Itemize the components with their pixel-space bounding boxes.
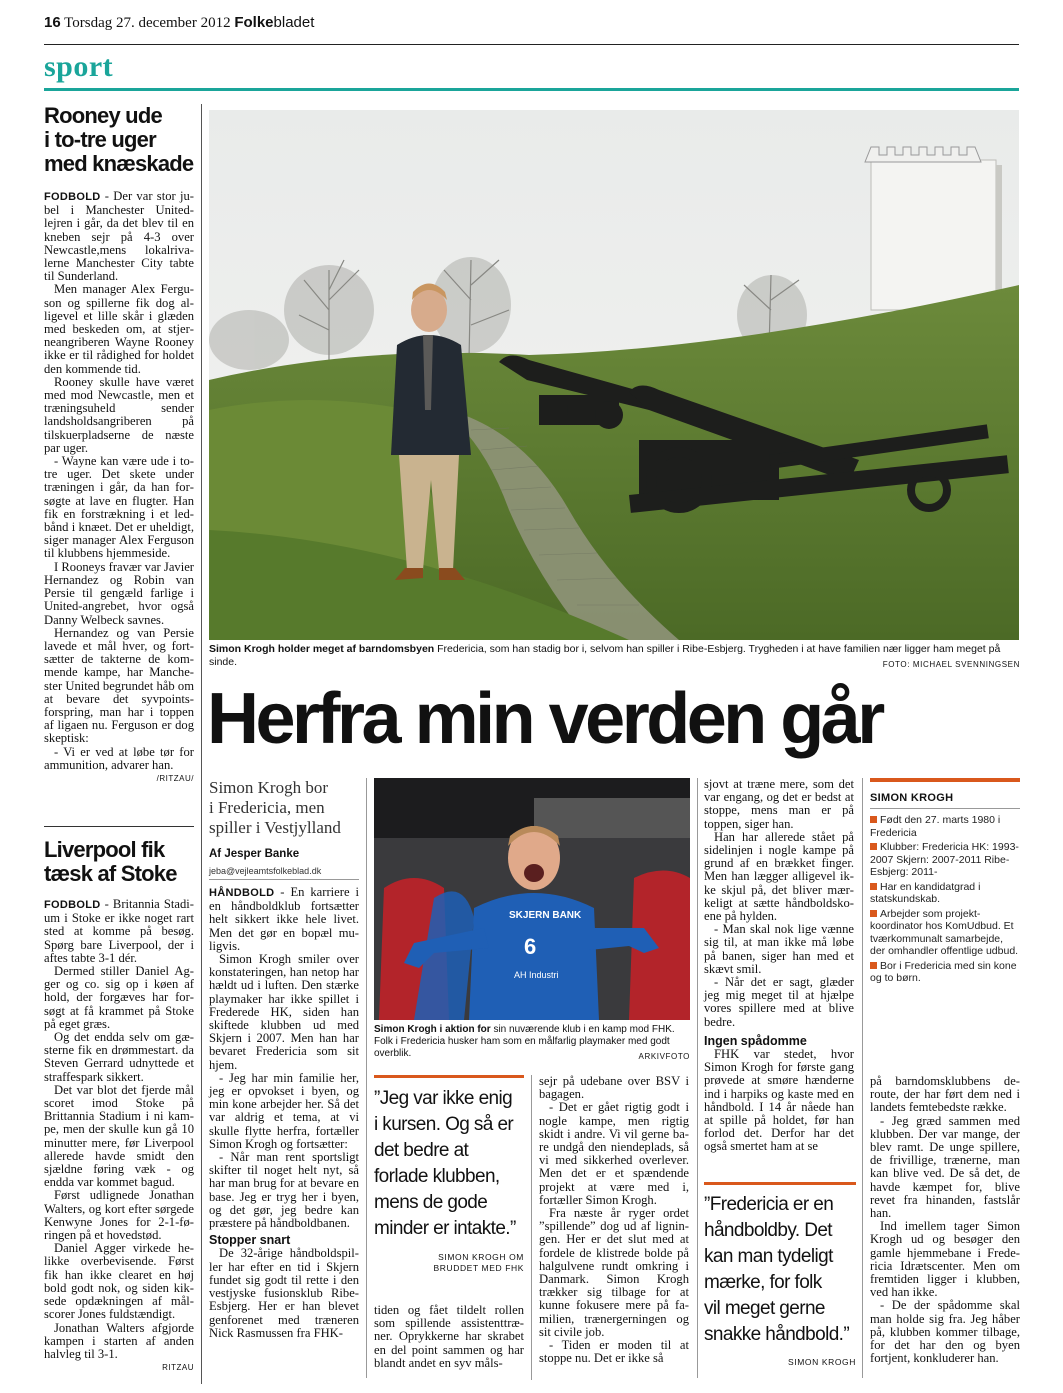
column-divider xyxy=(366,778,367,1378)
quote-line: håndboldby. Det xyxy=(704,1220,832,1241)
paragraph: - Vi er ved at løbe tør for ammunition, advarer han. xyxy=(44,744,194,772)
quote-line: kan man tydeligt xyxy=(704,1246,833,1267)
paragraph: Fra næste år ryger ordet ”spillende” dog ud af ligningen. Her er det slut med at fordele de klistrede bolde på halgulvene rundt omkring i Danmark. Simon Krogh trækker sig tilbage for at kunne fokusere mere på familien, trænergerningen og sit civile job. xyxy=(539,1206,689,1339)
caption-lead: Simon Krogh i aktion for xyxy=(374,1024,491,1035)
quote-line: ”Jeg var ikke enig xyxy=(374,1088,513,1109)
bullet-square-icon xyxy=(870,910,877,917)
paragraph: Rooney skulle have været med mod Newcastle, men et træningsuheld sender landsholdsangriberen på tilskuerpladserne de næste par uger. xyxy=(44,374,194,455)
paragraph: Og det endda selv om gæsterne fik en drømmestart. da Steven Gerrard udnyttede et straffespark sikkert. xyxy=(44,1030,194,1084)
fact-item xyxy=(870,908,1020,958)
quote-rule xyxy=(374,1075,524,1078)
fact-item xyxy=(870,960,1020,985)
byline-rule xyxy=(209,879,359,880)
page-number: 16 xyxy=(44,14,61,31)
paragraph: Han har allerede stået på sidelinjen i nogle kampe på grund af en brækket finger. Men han lægger alligevel ikke skjul på, det bliver mærkeligt at sætte håndboldskoene på hylden. xyxy=(704,829,854,924)
bullet-square-icon xyxy=(870,816,877,823)
jersey-sponsor: SKJERN BANK xyxy=(509,910,582,921)
liverpool-body xyxy=(44,898,194,1374)
byline: Af Jesper Banke xyxy=(209,848,300,860)
main-photo xyxy=(209,110,1019,640)
headline-line: tæsk af Stoke xyxy=(44,861,177,886)
quote-line: minder er intakte.” xyxy=(374,1218,516,1239)
section-title: sport xyxy=(44,50,114,83)
byline-email: jeba@vejleamtsfolkeblad.dk xyxy=(209,866,322,876)
factbox-title-rule xyxy=(870,808,1020,809)
paragraph: på barndomsklubbens deroute, der har ført dem ned i landets femtebedste række. xyxy=(870,1074,1020,1115)
subhead: Stopper snart xyxy=(209,1233,291,1248)
issue-date: Torsdag 27. december 2012 xyxy=(64,15,231,31)
quote-line: ”Fredericia er en xyxy=(704,1194,834,1215)
fortress-cannon-photo xyxy=(209,110,1019,640)
kicker: HÅNDBOLD xyxy=(209,887,275,899)
factbox-rule xyxy=(870,778,1020,782)
paragraph: Jonathan Walters afgjorde kampen i starten af anden halvleg til 3-1. xyxy=(44,1320,194,1361)
lead-text: - En karriere i en håndboldklub fortsætter helt sikkert ikke hele livet. Men det gør en bopæl muligvis. xyxy=(209,885,359,953)
kicker: FODBOLD xyxy=(44,191,101,203)
paragraph: Ind imellem tager Simon Krogh ud og besøger den gamle hjemmebane i Fredericia Idrætscenter. Men om fremtiden ligger i klubben, ved han ikke. xyxy=(870,1219,1020,1300)
paragraph: Dermed stiller Daniel Agger og co. sig op i køen af hold, der forgæves har forsøgt at få krammet på Stoke på eget græs. xyxy=(44,964,194,1031)
quote-line: forlade klubben, xyxy=(374,1166,500,1187)
paragraph: - Wayne kan være ude i to-tre uger. Det skete under træningen i går, da han forsøgte at lave en flugter. Han fik en forstrækning i et ledbånd i knæet. Det er uheldigt, siger manager Alex Ferguson til klubbens hjemmeside. xyxy=(44,454,194,561)
quote-source-line: BRUDDET MED FHK xyxy=(433,1263,524,1273)
paragraph: Det var blot det fjerde mål scoret imod Stoke på Brittannia Stadium i ni kampe, men der skulle kun gå 10 minutter mere, før Liverpool allerede havde smidt den sjældne føring væk - og endda var kommet bagud. xyxy=(44,1082,194,1190)
section-rule xyxy=(44,88,1019,91)
story-divider xyxy=(44,826,194,827)
paragraph: - Jeg græd sammen med klubben. Der var mange, der blev ramt. De unge spillere, de frivillige, trænerne, man kan blive ved. De så det, de havde kæmpet for, blive revet fra hinanden, fastslår han. xyxy=(870,1113,1020,1221)
caption-lead: Simon Krogh holder meget af barndomsbyen xyxy=(209,643,435,655)
liverpool-story xyxy=(44,838,194,1374)
jersey-sub: AH Industri xyxy=(514,970,559,980)
quote-line: det bedre at xyxy=(374,1140,469,1161)
factbox-title: SIMON KROGH xyxy=(870,792,954,804)
column-divider xyxy=(697,778,698,1378)
fact-text: Arbejder som projektkoordinator hos KomUdbud. Et tværkommunalt samarbejde, der omhandler offentlige udbud. xyxy=(870,907,1019,957)
deck-line: Simon Krogh bor xyxy=(209,778,328,797)
paragraph: - Man skal nok lige vænne sig til, at man ikke må løbe på banen, siger han med et skævt smil. xyxy=(704,922,854,976)
main-col-4 xyxy=(704,778,854,1154)
paragraph: I Rooneys fravær var Javier Hernandez og Robin van Persie til gengæld farlige i United-angrebet, hvor også Danny Welbeck savnes. xyxy=(44,559,194,627)
paragraph: Hernandez og van Persie lavede et mål hver, og fortsætter de takterne de kommende kampe, har Manchester United begrundet håb om at bevare det syvpointsforspring, man har i toppen af ligaen nu. Ferguson er dog skeptisk: xyxy=(44,625,194,746)
quote-source-line: SIMON KROGH OM xyxy=(438,1252,524,1262)
quote-line: snakke håndbold.” xyxy=(704,1324,850,1345)
column-divider xyxy=(531,1075,532,1380)
quote-source xyxy=(374,1252,524,1274)
photo-credit: FOTO: MICHAEL SVENNINGSEN xyxy=(882,660,1020,669)
kicker: FODBOLD xyxy=(44,899,101,911)
caption-text: Fredericia, som han stadig bor i, selvom han spiller i Ribe-Esbjerg. Trygheden i at have familien nær ligger ham meget på sinde. xyxy=(209,643,1001,668)
quote-line: vil meget gerne xyxy=(704,1298,825,1319)
header-rule xyxy=(44,44,1019,45)
quote-line: mens de gode xyxy=(374,1192,488,1213)
column-divider xyxy=(201,104,202,1384)
water-tower xyxy=(865,147,999,315)
column-divider xyxy=(862,778,863,1378)
fact-text: Klubber: Fredericia HK: 1993-2007 Skjern: 2007-2011 Ribe-Esbjerg: 2011- xyxy=(870,841,1019,878)
masthead-rest: bladet xyxy=(273,14,315,31)
paragraph: FHK var stedet, hvor Simon Krogh for første gang prøvede at smøre hænderne ind i harpiks og kaste med en håndbold. I 14 år nåede han at spille på holdet, før han forlod det. Derfor har det også smertet ham at se xyxy=(704,1047,854,1154)
quote-source: SIMON KROGH xyxy=(788,1357,856,1367)
main-col-3 xyxy=(539,1075,689,1365)
fact-item xyxy=(870,841,1020,879)
bullet-square-icon xyxy=(870,843,877,850)
headline-line: med knæskade xyxy=(44,151,194,176)
deck-line: i Fredericia, men xyxy=(209,798,325,817)
fact-item xyxy=(870,814,1020,839)
paragraph: De 32-årige håndboldspiller har efter en tid i Skjern fundet sig godt til rette i den vestjyske fusionsklub Ribe-Esbjerg. Her er han blevet genforenet med træneren Nick Rasmussen fra FHK- xyxy=(209,1246,359,1340)
paragraph: - De der spådomme skal man holde sig fra. Jeg håber på, klubben kommer tilbage, for det har den og byen fortjent, konkluderer han. xyxy=(870,1298,1020,1366)
paragraph: - Når man rent sportsligt skifter til noget helt nyt, så har man brug for at bevare en base. Jeg er tryg her i byen, og det gør, jeg bedre kan præstere på håndboldbanen. xyxy=(209,1150,359,1231)
main-col-5 xyxy=(870,1075,1020,1365)
masthead-bold: Folke xyxy=(234,14,274,31)
lead-text: - Der var stor jubel i Manchester Unitedlejren i går, da det blev til en kneben sejr på 4-3 over Newcastle,mens lokalrivalerne Manchester City tabte til Sunderland. xyxy=(44,189,194,284)
source-tag: RITZAU xyxy=(162,1363,194,1373)
subhead: Ingen spådomme xyxy=(704,1033,807,1048)
rooney-headline xyxy=(44,104,194,176)
bullet-square-icon xyxy=(870,962,877,969)
pull-quote-2 xyxy=(704,1192,864,1348)
fact-item xyxy=(870,881,1020,906)
paragraph: - Jeg har min familie her, jeg er opvokset i byen, og min kone arbejder her. Så det var aldrig et tema, at vi skulle flytte herfra, fortæller Simon Krogh og fortsætter: xyxy=(209,1070,359,1151)
main-col-2-bottom: tiden og fået tildelt rollen som spillende assistenttræner. Oprykkerne har skrabet en del point sammen og har blandt andet en syv måls- xyxy=(374,1303,524,1370)
deck xyxy=(209,778,364,838)
headline-line: Liverpool fik xyxy=(44,837,165,862)
fact-text: Har en kandidatgrad i statskundskab. xyxy=(870,880,981,905)
source-tag: /RITZAU/ xyxy=(156,773,194,783)
main-headline: Herfra min verden går xyxy=(207,679,882,759)
paragraph: Først udlignede Jonathan Walters, og kort efter sørgede Kenwyne Jones for 2-1-føringen på et hovedstød. xyxy=(44,1188,194,1243)
folio xyxy=(44,14,314,32)
headline-line: Rooney ude xyxy=(44,103,162,128)
paragraph: - Tiden er moden til at stoppe nu. Det er ikke så xyxy=(539,1338,689,1366)
paragraph: Daniel Agger virkede helikke overbevisende. Først fik han ikke clearet en høj bold godt nok, og siden kiksede opdækningen af målscorer Jones fuldstændigt. xyxy=(44,1241,194,1322)
quote-line: i kursen. Og så er xyxy=(374,1114,514,1135)
handball-player-photo xyxy=(374,778,690,1020)
paragraph: Men manager Alex Ferguson og spillerne fik dog alligevel et lille skår i glæden med beskeden om, at stjerneangriberen Wayne Rooney ikke er til rådighed for holdet den kommende tid. xyxy=(44,282,194,376)
lead-text: - Britannia Stadium i Stoke er ikke noget rart sted at komme på besøg. Spørg bare Liverpool, der i aftes tabte 3-1 dér. xyxy=(44,897,194,965)
pull-quote-1 xyxy=(374,1086,529,1242)
paragraph: Simon Krogh smiler over konstateringen, han netop har hældt ud i luften. Den stærke playmaker har ikke spillet i Frederede HK, siden han skiftede klubben ud med Skjern i 2007. Men han har bevaret Fredericia som sit hjem. xyxy=(209,952,359,1072)
action-credit: ARKIVFOTO xyxy=(638,1052,690,1061)
fact-text: Bor i Fredericia med sin kone og to børn. xyxy=(870,959,1017,984)
deck-line: spiller i Vestjylland xyxy=(209,818,341,837)
paragraph: sjovt at træne mere, som det var engang, og det er bedst at stoppe, mens man er på toppen, siger han. xyxy=(704,777,854,831)
action-photo xyxy=(374,778,690,1020)
liverpool-headline xyxy=(44,838,194,886)
paragraph: - Det er gået rigtig godt i nogle kampe, men rigtig skidt i andre. Vi vil gerne bare undgå den niendeplads, så vi med sikkerhed overlever. Men det er et spændende projekt at være med i, fortæller Simon Krogh. xyxy=(539,1100,689,1207)
quote-rule xyxy=(704,1182,856,1185)
factbox-list xyxy=(870,814,1020,987)
paragraph: - Når det er sagt, glæder jeg mig meget til at hjælpe vores spillere med at blive bedre. xyxy=(704,975,854,1029)
caption-text: sin nuværende klub i en kamp mod FHK. Folk i Fredericia husker ham som en målfarlig playmaker med godt overblik. xyxy=(374,1024,675,1059)
paragraph: sejr på udebane over BSV i bagagen. xyxy=(539,1074,689,1102)
headline-line: i to-tre uger xyxy=(44,127,156,152)
fact-text: Født den 27. marts 1980 i Fredericia xyxy=(870,814,1001,839)
jersey-number: 6 xyxy=(524,934,537,959)
bullet-square-icon xyxy=(870,883,877,890)
quote-line: mærke, for folk xyxy=(704,1272,822,1293)
rooney-story xyxy=(44,104,194,785)
main-col-1 xyxy=(209,886,359,1340)
rooney-body xyxy=(44,190,194,785)
